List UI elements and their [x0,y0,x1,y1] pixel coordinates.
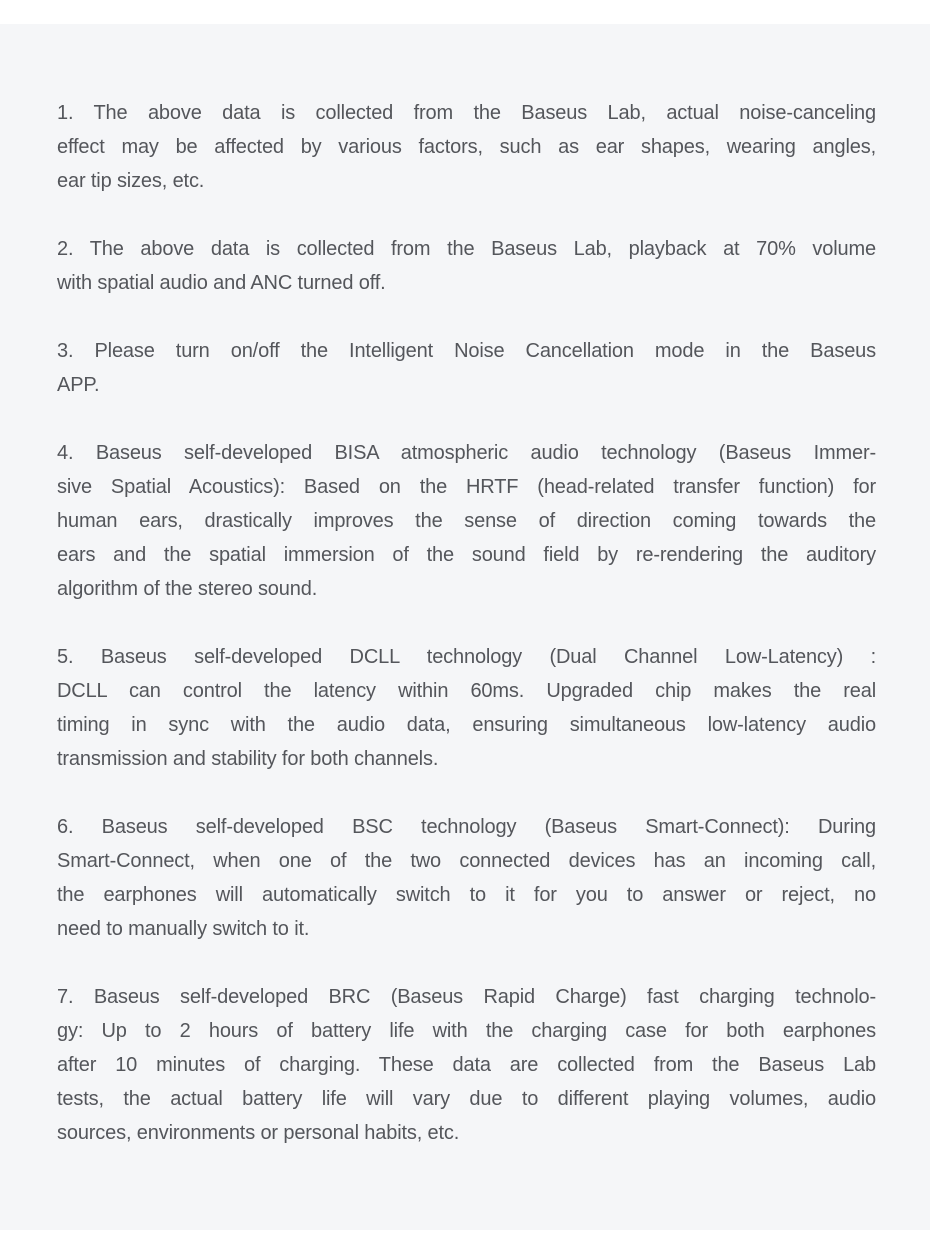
footnote-line: transmission and stability for both channels. [57,748,439,770]
disclaimer-panel [0,24,930,1230]
footnote-line: tests, the actual battery life will vary due to different playing volumes, audio [57,1088,876,1110]
footnote-line: 4. Baseus self-developed BISA atmospheric audio technology (Baseus Immer- [57,442,876,464]
footnote-line: gy: Up to 2 hours of battery life with the charging case for both earphones [57,1020,876,1042]
footnote-line: after 10 minutes of charging. These data are collected from the Baseus Lab [57,1054,876,1076]
footnote-line: effect may be affected by various factors, such as ear shapes, wearing angles, [57,136,876,158]
footnote-line: 7. Baseus self-developed BRC (Baseus Rapid Charge) fast charging technolo- [57,986,876,1008]
footnote-line: the earphones will automatically switch to it for you to answer or reject, no [57,884,876,906]
footnote-line: 5. Baseus self-developed DCLL technology (Dual Channel Low-Latency) : [57,646,876,668]
footnote-line: timing in sync with the audio data, ensuring simultaneous low-latency audio [57,714,876,736]
footnote-paragraph [57,980,876,1150]
footnote-line: need to manually switch to it. [57,918,310,940]
footnote-paragraph [57,96,876,198]
footnote-list [0,24,930,1150]
footnote-paragraph [57,334,876,402]
footnote-paragraph [57,436,876,606]
footnote-paragraph [57,232,876,300]
footnote-paragraph [57,810,876,946]
footnote-line: 6. Baseus self-developed BSC technology (Baseus Smart-Connect): During [57,816,876,838]
footnote-line: ear tip sizes, etc. [57,170,205,192]
footnote-line: DCLL can control the latency within 60ms. Upgraded chip makes the real [57,680,876,702]
footnote-line: Smart-Connect, when one of the two connected devices has an incoming call, [57,850,876,872]
footnote-line: human ears, drastically improves the sense of direction coming towards the [57,510,876,532]
footnote-line: ears and the spatial immersion of the sound field by re-rendering the auditory [57,544,876,566]
footnote-line: 1. The above data is collected from the Baseus Lab, actual noise-canceling [57,102,876,124]
footnote-line: 2. The above data is collected from the Baseus Lab, playback at 70% volume [57,238,876,260]
footnote-line: APP. [57,374,100,396]
footnote-paragraph [57,640,876,776]
footnote-line: algorithm of the stereo sound. [57,578,318,600]
footnote-line: with spatial audio and ANC turned off. [57,272,386,294]
footnote-line: 3. Please turn on/off the Intelligent Noise Cancellation mode in the Baseus [57,340,876,362]
footnote-line: sources, environments or personal habits, etc. [57,1122,460,1144]
footnote-line: sive Spatial Acoustics): Based on the HRTF (head-related transfer function) for [57,476,876,498]
